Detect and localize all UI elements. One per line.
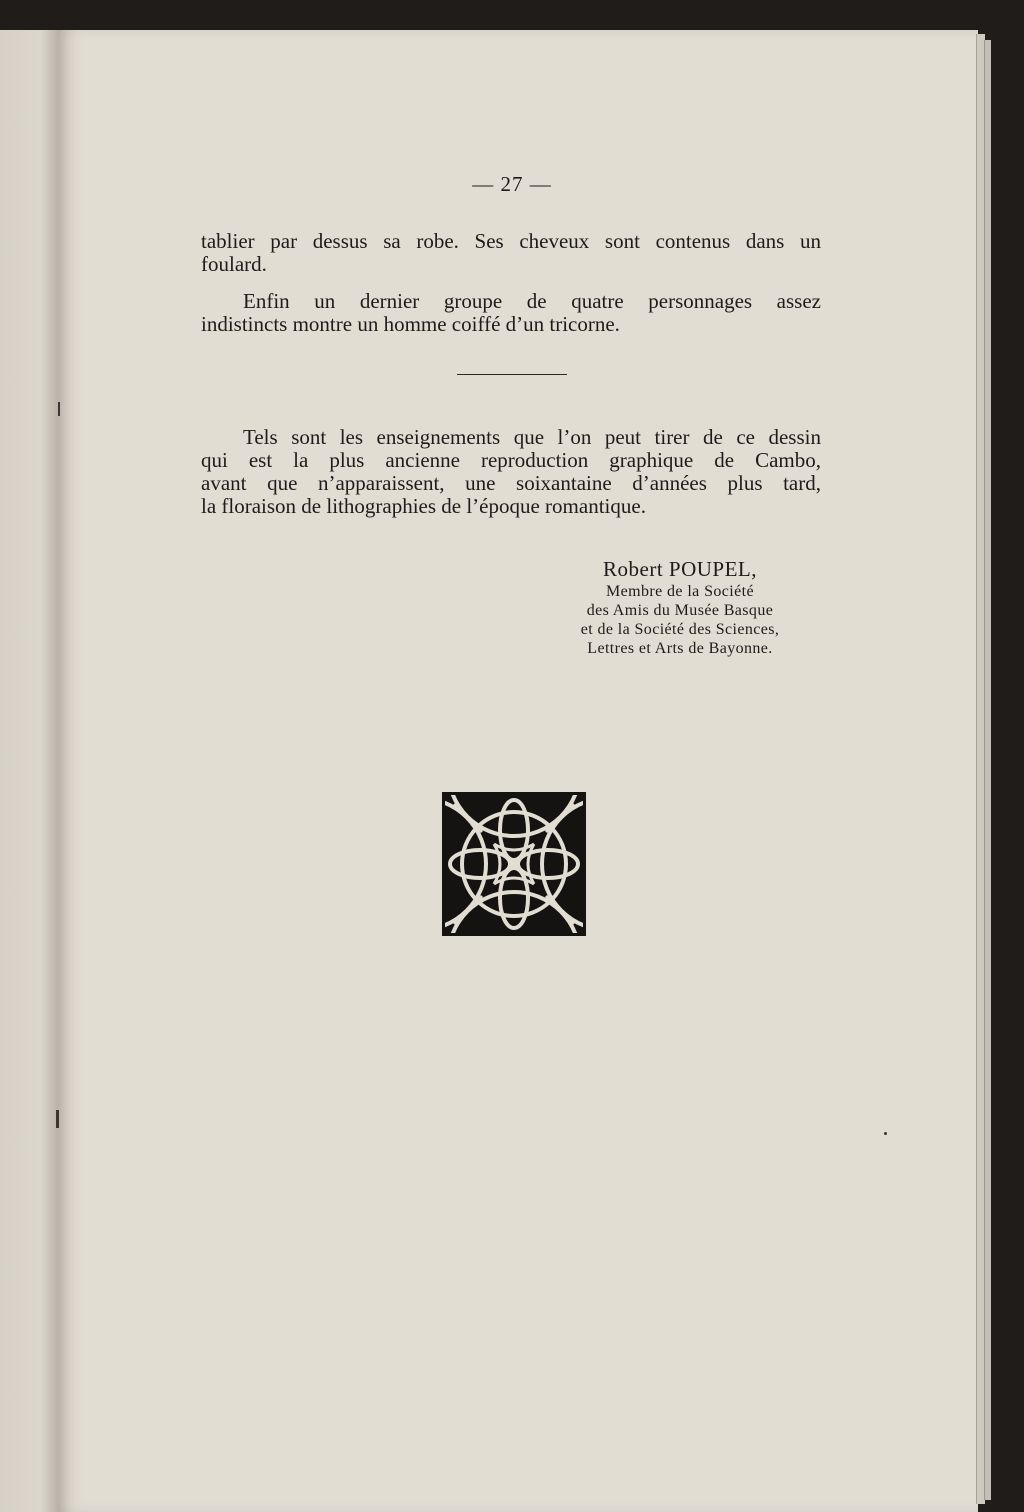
paragraph-1	[201, 230, 821, 276]
previous-page-edge	[0, 30, 58, 1512]
text-line: avant que n’apparaissent, une soixantaine d’années plus tard,	[201, 471, 821, 495]
scan-speck	[56, 1110, 59, 1128]
text-line: qui est la plus ancienne reproduction graphique de Cambo,	[201, 448, 821, 472]
text-line: la floraison de lithographies de l’époque romantique.	[201, 494, 646, 518]
scan-speck	[58, 402, 60, 416]
text-line: tablier par dessus sa robe. Ses cheveux sont contenus dans un	[201, 229, 821, 253]
page-stack-edge	[984, 40, 991, 1500]
text-line: indistincts montre un homme coiffé d’un tricorne.	[201, 312, 620, 336]
page-number: — 27 —	[472, 172, 552, 196]
author-affiliation-line: Membre de la Société	[606, 583, 754, 600]
text-line: Tels sont les enseignements que l’on peut tirer de ce dessin	[243, 425, 821, 449]
signature-block	[500, 556, 860, 658]
scan-speck	[884, 1132, 887, 1135]
author-name: Robert POUPEL,	[603, 557, 757, 581]
text-line: Enfin un dernier groupe de quatre personnages assez	[243, 289, 821, 313]
author-affiliation-line: des Amis du Musée Basque	[586, 602, 774, 619]
text-line: foulard.	[201, 252, 267, 276]
author-affiliation-line: Lettres et Arts de Bayonne.	[587, 640, 773, 657]
decorative-ornament-icon	[442, 792, 586, 936]
paragraph-3	[201, 426, 821, 518]
author-affiliation-line: et de la Société des Sciences,	[580, 621, 780, 638]
section-divider	[457, 374, 567, 375]
paragraph-2	[201, 290, 821, 336]
